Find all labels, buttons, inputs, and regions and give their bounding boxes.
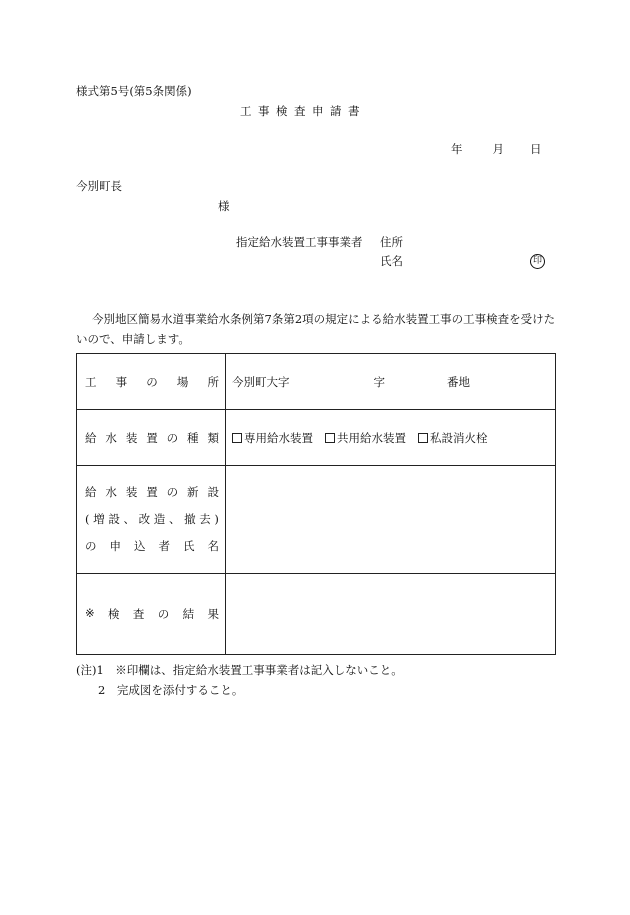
location-value[interactable] <box>226 354 556 410</box>
label-char: ) <box>214 512 219 526</box>
label-char: 類 <box>207 430 219 445</box>
option-hydrant[interactable]: 私設消火栓 <box>418 431 488 445</box>
date-line <box>451 144 542 156</box>
label-char: 給 <box>85 430 97 445</box>
label-char: 検 <box>108 607 120 621</box>
label-char: 氏 <box>183 539 195 553</box>
label-char: 込 <box>134 539 146 553</box>
location-town: 今別町大字 <box>232 374 290 389</box>
label-char: 置 <box>146 485 158 499</box>
table-row <box>77 354 556 410</box>
label-char: 改 <box>138 512 151 526</box>
note-2: 2 完成図を添付すること。 <box>98 683 244 697</box>
label-char: 種 <box>187 430 199 445</box>
addressee: 今別町長 <box>76 179 122 193</box>
table-row <box>77 410 556 466</box>
result-label <box>77 574 226 655</box>
label-char: ※ <box>85 606 95 620</box>
option-shared[interactable]: 共用給水装置 <box>325 431 406 445</box>
applicant-name-label <box>77 466 226 574</box>
location-label-chars <box>85 374 219 390</box>
device-type-options <box>226 410 556 466</box>
label-char: 設 <box>207 485 219 499</box>
device-type-label <box>77 410 226 466</box>
label-char: ( <box>85 512 90 526</box>
label-char: 置 <box>146 430 158 445</box>
checkbox-icon[interactable] <box>418 433 428 443</box>
name-label: 氏名 <box>380 254 403 268</box>
label-char: 増 <box>93 512 105 526</box>
label-char: 結 <box>182 607 195 621</box>
table-row <box>77 466 556 574</box>
label-char: 、 <box>168 512 181 526</box>
label-char: の <box>85 539 97 553</box>
label-char: 査 <box>132 607 145 621</box>
applicant-name-label-line1 <box>85 479 219 506</box>
seal-icon: 印 <box>530 254 545 269</box>
applicant-name-value[interactable] <box>226 466 556 574</box>
label-char: 工 <box>85 374 97 389</box>
label-char: 装 <box>125 485 138 499</box>
label-char: 造 <box>153 512 166 526</box>
label-char: の <box>166 485 179 499</box>
application-table <box>76 353 556 655</box>
label-char: 設 <box>108 512 120 526</box>
label-char: の <box>157 607 170 621</box>
label-char: 、 <box>123 512 135 526</box>
label-char: 場 <box>176 374 189 389</box>
label-char: 事 <box>115 374 128 389</box>
result-value[interactable] <box>226 574 556 655</box>
label-char: 申 <box>109 539 121 553</box>
label-char: の <box>146 374 158 389</box>
applicant-name-label-line2 <box>85 506 219 533</box>
label-char: 果 <box>207 607 219 621</box>
label-char: 新 <box>187 485 199 499</box>
applicant-name-label-line3 <box>85 533 219 560</box>
label-char: 水 <box>105 430 117 445</box>
applicant-label: 指定給水装置工事事業者 <box>236 235 363 249</box>
location-aza: 字 <box>373 374 385 389</box>
location-label <box>77 354 226 410</box>
device-type-label-chars <box>85 430 219 446</box>
date-month: 月 <box>492 142 504 156</box>
label-char: の <box>166 430 179 445</box>
label-char: 名 <box>207 539 219 553</box>
result-label-chars <box>85 606 219 622</box>
date-year: 年 <box>451 142 463 156</box>
body-text: 今別地区簡易水道事業給水条例第7条第2項の規定による給水装置工事の工事検査を受けたいので、申請します。 <box>76 312 556 346</box>
address-label: 住所 <box>380 235 403 249</box>
location-banchi: 番地 <box>447 374 470 389</box>
label-char: 撤 <box>184 512 196 526</box>
honorific: 様 <box>218 199 230 213</box>
date-day: 日 <box>530 142 542 156</box>
note-1: (注)1 ※印欄は、指定給水装置工事事業者は記入しないこと。 <box>76 663 403 677</box>
label-char: 者 <box>158 539 170 553</box>
form-title: 工事検査申請書 <box>240 104 366 118</box>
label-char: 所 <box>207 374 219 389</box>
label-char: 去 <box>199 512 211 526</box>
checkbox-icon[interactable] <box>232 433 242 443</box>
label-char: 給 <box>85 485 97 499</box>
checkbox-icon[interactable] <box>325 433 335 443</box>
table-row <box>77 574 556 655</box>
form-number: 様式第5号(第5条関係) <box>76 84 192 98</box>
label-char: 装 <box>125 430 138 445</box>
option-dedicated[interactable]: 専用給水装置 <box>232 431 313 445</box>
label-char: 水 <box>105 485 117 499</box>
